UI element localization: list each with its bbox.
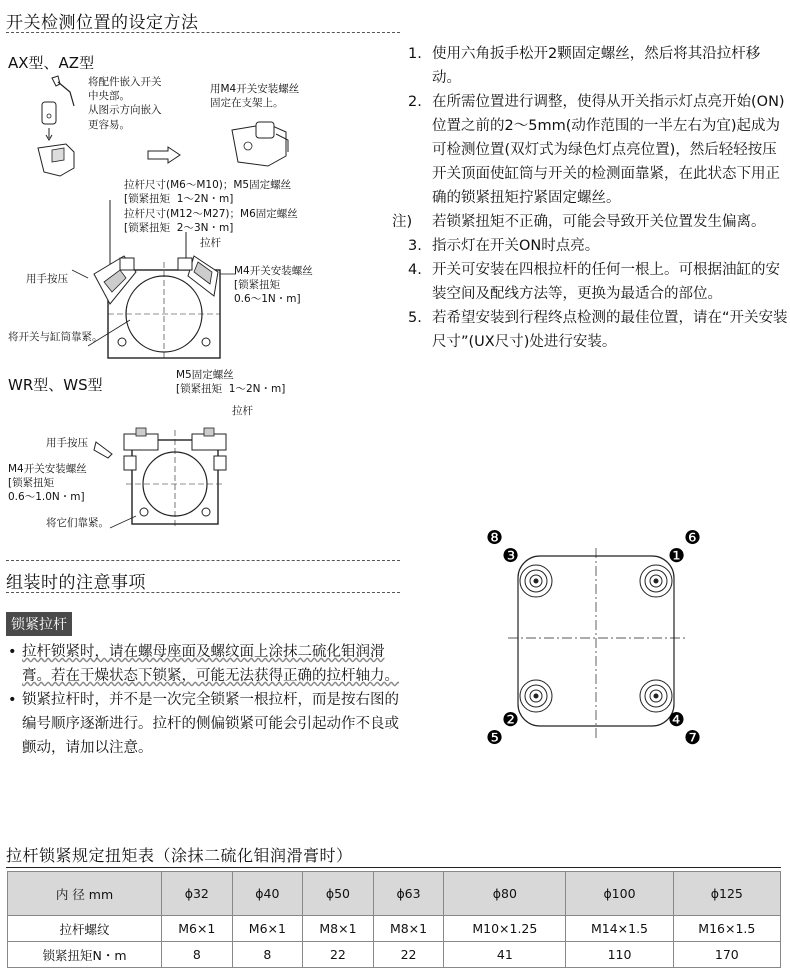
table-header-cell: ϕ63 (373, 872, 444, 916)
order-number-2: ❷ (502, 709, 520, 731)
table-cell: M8×1 (373, 916, 444, 942)
tie-rod-nut-bottom-right (640, 680, 672, 712)
step-note: 注) 若锁紧扭矩不正确，可能会导致开关位置发生偏离。 (392, 214, 766, 230)
assembly-notes (8, 640, 400, 760)
ax-m5-note: 拉杆尺寸(M6～M10)；M5固定螺丝 [锁紧扭矩 1～2N・m] (124, 179, 292, 206)
step-4: 4. 开关可安装在四根拉杆的任何一根上。可根据油缸的安装空间及配线方法等，更换为最适合的部位。 (408, 262, 780, 302)
table-cell: M8×1 (303, 916, 374, 942)
order-number-1: ❶ (668, 545, 686, 567)
order-number-4: ❹ (668, 709, 686, 731)
table-cell: 170 (673, 942, 780, 968)
wr-press-label: 用手按压 (46, 437, 88, 449)
note-item: • 锁紧拉杆时，并不是一次完全锁紧一根拉杆，而是按右图的编号顺序逐渐进行。拉杆的侧偏锁紧可能会引起动作不良或颤动，请加以注意。 (8, 692, 399, 756)
torque-table (7, 871, 781, 968)
table-cell: 8 (162, 942, 233, 968)
table-cell: M6×1 (162, 916, 233, 942)
ax-mount-note: 用M4开关安装螺丝 固定在支架上。 (210, 83, 300, 110)
ax-type-label: AX型、AZ型 (8, 54, 95, 72)
wr-m5-note: M5固定螺丝 [锁紧扭矩 1～2N・m] (176, 369, 286, 396)
order-number-7: ❼ (684, 727, 702, 749)
wr-type-label: WR型、WS型 (8, 376, 103, 394)
ax-cylinder-drawing (90, 200, 240, 360)
table-cell: 8 (232, 942, 303, 968)
table-row-label: 拉杆螺纹 (8, 916, 162, 942)
section1-title: 开关检测位置的设定方法 (6, 13, 199, 33)
ax-insert-note: 将配件嵌入开关 中央部。 从图示方向嵌入 更容易。 (88, 76, 162, 131)
ax-insert-illustration (30, 72, 90, 182)
table-header-row (8, 872, 781, 916)
table-header-cell: 内 径 mm (8, 872, 162, 916)
table-cell: 22 (303, 942, 374, 968)
table-row-label: 锁紧扭矩N・m (8, 942, 162, 968)
table-header-cell: ϕ80 (444, 872, 566, 916)
table-header-cell: ϕ125 (673, 872, 780, 916)
wr-m4-note: M4开关安装螺丝 [锁紧扭矩 0.6～1.0N・m] (8, 463, 87, 504)
wr-contact-note: 将它们靠紧。 (46, 517, 109, 529)
wr-rod-label: 拉杆 (232, 405, 253, 417)
tie-rod-tag: 锁紧拉杆 (6, 612, 72, 636)
section2-title: 组装时的注意事项 (6, 573, 146, 593)
table-cell: M6×1 (232, 916, 303, 942)
step-1: 1. 使用六角扳手松开2颗固定螺丝，然后将其沿拉杆移动。 (408, 46, 761, 86)
table-cell: M14×1.5 (566, 916, 673, 942)
table-cell: 41 (444, 942, 566, 968)
step-3: 3. 指示灯在开关ON时点亮。 (408, 238, 600, 254)
table-cell: M10×1.25 (444, 916, 566, 942)
ax-press-label: 用手按压 (26, 273, 68, 285)
wr-cylinder-drawing (110, 420, 240, 530)
table-header-cell: ϕ32 (162, 872, 233, 916)
tie-rod-nut-top-left (520, 565, 552, 597)
table-cell: 110 (566, 942, 673, 968)
setting-steps (392, 42, 788, 354)
ax-contact-note: 将开关与缸筒靠紧。 (8, 331, 103, 343)
ax-m6-note: 拉杆尺寸(M12～M27)；M6固定螺丝 [锁紧扭矩 2～3N・m] (124, 208, 298, 235)
order-number-8: ❽ (486, 527, 504, 549)
step-2: 2. 在所需位置进行调整，使得从开关指示灯点亮开始(ON)位置之前的2～5mm(动作范围的一半左右为宜)起成为可检测位置(双灯式为绿色灯点亮位置)，然后轻轻按压开关顶面使缸筒与开关的检测面靠紧，在此状态下用正确的锁紧扭矩拧紧固定螺丝。 (408, 94, 785, 206)
tie-rod-nut-top-right (640, 565, 672, 597)
table-row (8, 942, 781, 968)
section1-divider (6, 32, 400, 33)
ax-rod-label: 拉杆 (200, 237, 221, 249)
ax-m4-note: M4开关安装螺丝 [锁紧扭矩 0.6～1N・m] (234, 265, 313, 306)
section2-divider (6, 592, 400, 593)
table-header-cell: ϕ100 (566, 872, 673, 916)
tie-rod-nut-bottom-left (520, 680, 552, 712)
torque-table-divider (6, 867, 781, 868)
tightening-order-diagram (480, 526, 720, 750)
order-number-5: ❺ (486, 727, 504, 749)
table-row (8, 916, 781, 942)
note-item: • 拉杆锁紧时，请在螺母座面及螺纹面上涂抹二硫化钼润滑膏。若在干燥状态下锁紧，可能无法获得正确的拉杆轴力。 (8, 644, 399, 684)
order-number-6: ❻ (684, 527, 702, 549)
table-cell: 22 (373, 942, 444, 968)
table-header-cell: ϕ40 (232, 872, 303, 916)
step-5: 5. 若希望安装到行程终点检测的最佳位置，请在“开关安装尺寸”(UX尺寸)处进行安装。 (408, 310, 788, 350)
ax-mount-illustration (228, 116, 298, 172)
torque-table-title: 拉杆锁紧规定扭矩表（涂抹二硫化钼润滑膏时） (6, 846, 353, 865)
arrow-right-icon (146, 146, 182, 164)
table-header-cell: ϕ50 (303, 872, 374, 916)
table-cell: M16×1.5 (673, 916, 780, 942)
section2-top-divider (6, 560, 400, 561)
order-number-3: ❸ (502, 545, 520, 567)
